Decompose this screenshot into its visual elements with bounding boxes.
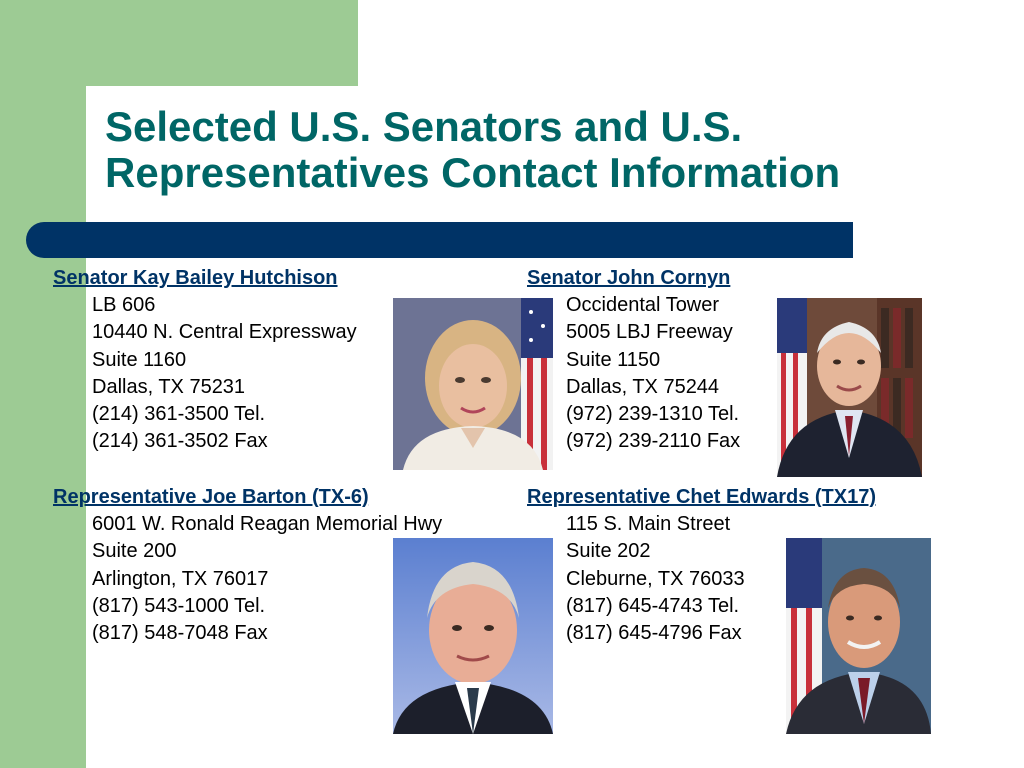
address-line: Suite 1160 — [92, 348, 187, 371]
contact-name-link[interactable]: Senator Kay Bailey Hutchison — [53, 267, 338, 289]
slide-title-line-2: Representatives Contact Information — [105, 149, 841, 196]
title-divider-bar — [26, 222, 853, 258]
slide-title-line-1: Selected U.S. Senators and U.S. — [105, 103, 743, 150]
address-line: 6001 W. Ronald Reagan Memorial Hwy — [92, 513, 443, 536]
slide-title — [105, 104, 985, 196]
phone-line: (214) 361-3500 Tel. — [92, 403, 266, 426]
address-line: Occidental Tower — [566, 294, 720, 317]
portrait-cornyn — [777, 298, 922, 477]
fax-line: (214) 361-3502 Fax — [92, 430, 268, 453]
fax-line: (817) 548-7048 Fax — [92, 622, 268, 645]
address-line: Dallas, TX 75244 — [566, 375, 720, 398]
contact-barton — [53, 484, 442, 647]
fax-line: (972) 239-2110 Fax — [566, 430, 741, 453]
address-line: Suite 1150 — [566, 348, 661, 371]
address-line: Arlington, TX 76017 — [92, 567, 269, 590]
address-line: 115 S. Main Street — [566, 513, 731, 536]
portrait-barton — [393, 538, 553, 734]
portrait-hutchison — [393, 298, 553, 470]
contact-cornyn — [527, 265, 740, 455]
address-line: Dallas, TX 75231 — [92, 375, 246, 398]
contact-name-link[interactable]: Representative Chet Edwards (TX17) — [527, 486, 876, 508]
contact-name-link[interactable]: Senator John Cornyn — [527, 267, 731, 289]
address-line: 10440 N. Central Expressway — [92, 321, 357, 344]
contact-hutchison — [53, 265, 357, 455]
address-line: 5005 LBJ Freeway — [566, 321, 733, 344]
fax-line: (817) 645-4796 Fax — [566, 622, 742, 645]
phone-line: (817) 543-1000 Tel. — [92, 594, 266, 617]
address-line: Cleburne, TX 76033 — [566, 567, 745, 590]
phone-line: (817) 645-4743 Tel. — [566, 594, 740, 617]
address-line: Suite 202 — [566, 540, 651, 563]
address-line: Suite 200 — [92, 540, 177, 563]
contact-name-link[interactable]: Representative Joe Barton (TX-6) — [53, 486, 369, 508]
address-line: LB 606 — [92, 294, 156, 317]
portrait-edwards — [786, 538, 931, 734]
phone-line: (972) 239-1310 Tel. — [566, 403, 740, 426]
